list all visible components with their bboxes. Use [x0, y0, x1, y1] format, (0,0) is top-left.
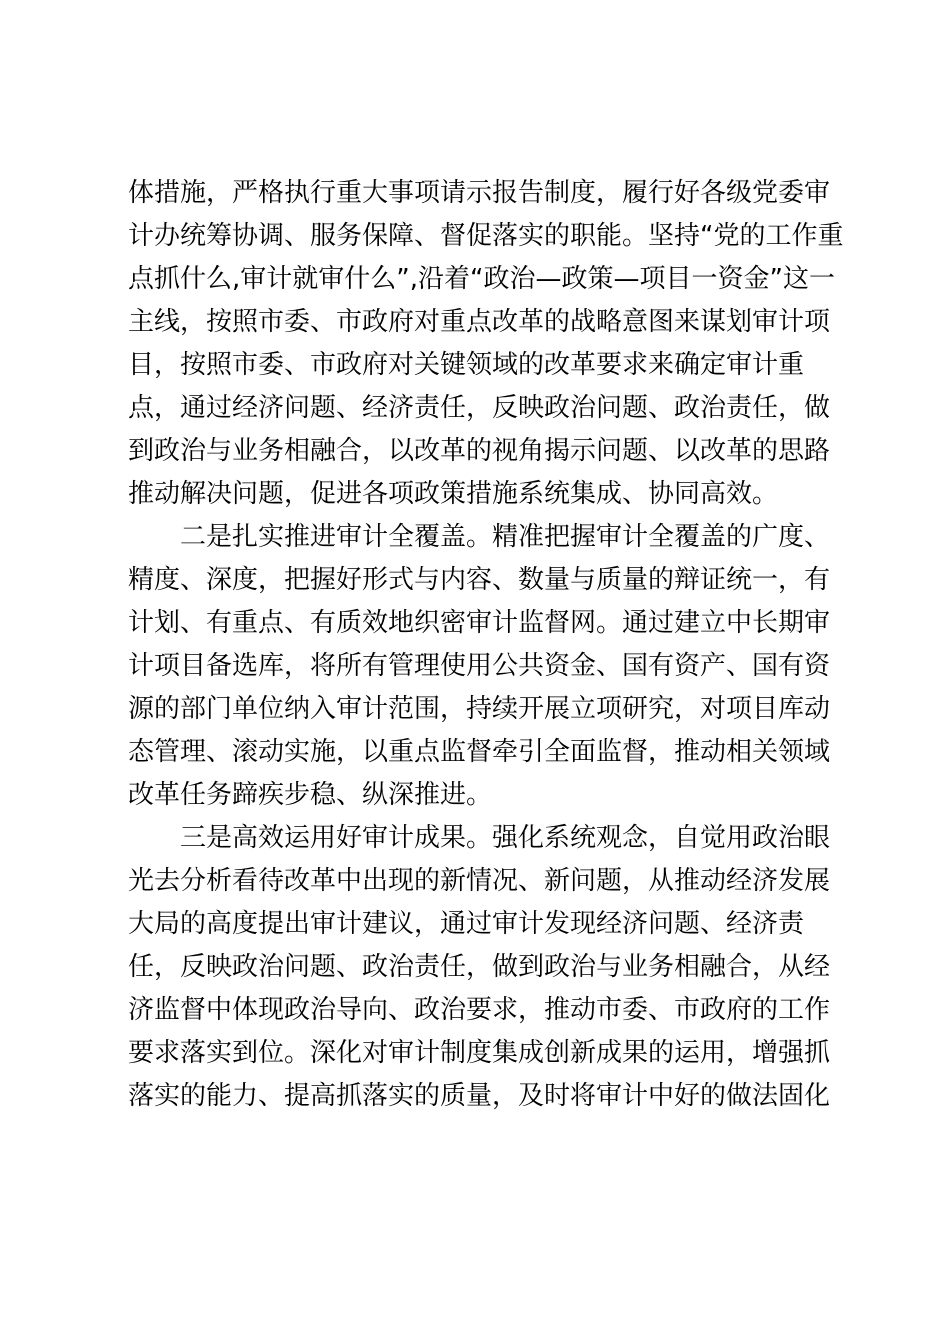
text-line: 主线，按照市委、市政府对重点改革的战略意图来谋划审计项 — [128, 307, 831, 337]
text-line: 点抓什么,审计就审什么”,沿着“政治—政策—项目一资金”这一 — [128, 264, 835, 294]
text-line: 目，按照市委、市政府对关键领域的改革要求来确定审计重 — [128, 350, 805, 380]
text-line: 体措施，严格执行重大事项请示报告制度，履行好各级党委审 — [128, 178, 831, 208]
text-line: 推动解决问题，促进各项政策措施系统集成、协同高效。 — [128, 479, 779, 509]
text-line: 落实的能力、提高抓落实的质量，及时将审计中好的做法固化 — [128, 1081, 831, 1111]
text-line: 态管理、滚动实施，以重点监督牵引全面监督，推动相关领域 — [128, 737, 831, 767]
text-line: 计项目备选库，将所有管理使用公共资金、国有资产、国有资 — [128, 651, 831, 681]
text-line: 源的部门单位纳入审计范围，持续开展立项研究，对项目库动 — [128, 694, 831, 724]
text-line: 大局的高度提出审计建议，通过审计发现经济问题、经济责 — [128, 909, 805, 939]
text-line: 光去分析看待改革中出现的新情况、新问题，从推动经济发展 — [128, 866, 831, 896]
text-line: 济监督中体现政治导向、政治要求，推动市委、市政府的工作 — [128, 995, 831, 1025]
text-line: 改革任务蹄疾步稳、纵深推进。 — [128, 780, 493, 810]
text-line: 到政治与业务相融合，以改革的视角揭示问题、以改革的思路 — [128, 436, 831, 466]
text-line: 任，反映政治问题、政治责任，做到政治与业务相融合，从经 — [128, 952, 831, 982]
text-line: 计划、有重点、有质效地织密审计监督网。通过建立中长期审 — [128, 608, 831, 638]
paragraph-start-line: 二是扎实推进审计全覆盖。精准把握审计全覆盖的广度、 — [180, 522, 831, 552]
text-line: 精度、深度，把握好形式与内容、数量与质量的辩证统一，有 — [128, 565, 831, 595]
document-body — [128, 172, 844, 1118]
text-line: 计办统筹协调、服务保障、督促落实的职能。坚持“党的工作重 — [128, 221, 844, 251]
text-line: 要求落实到位。深化对审计制度集成创新成果的运用，增强抓 — [128, 1038, 831, 1068]
paragraph-start-line: 三是高效运用好审计成果。强化系统观念，自觉用政治眼 — [180, 823, 831, 853]
text-line: 点，通过经济问题、经济责任，反映政治问题、政治责任，做 — [128, 393, 831, 423]
